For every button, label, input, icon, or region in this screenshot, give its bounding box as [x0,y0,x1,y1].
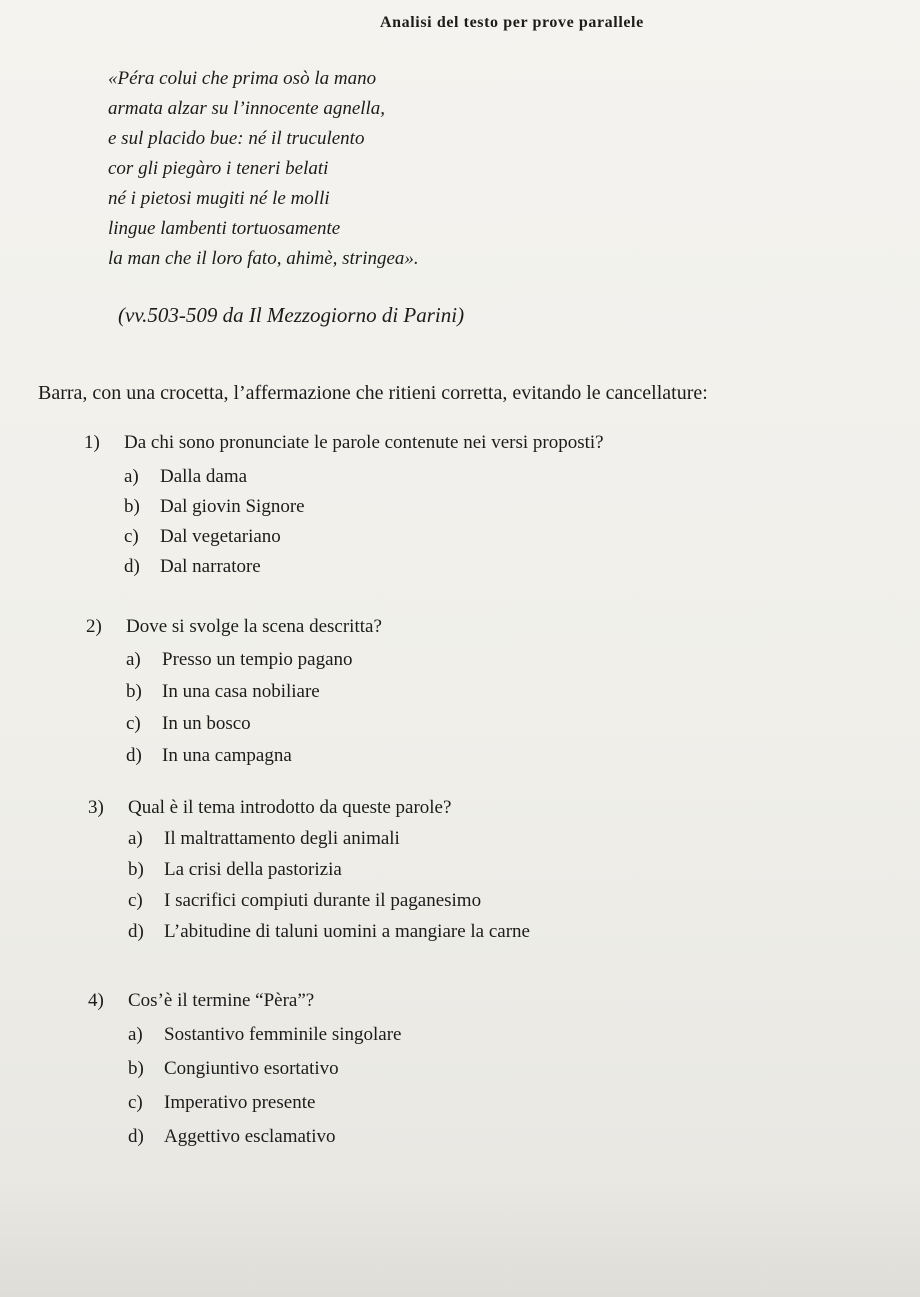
answer-option-d[interactable] [128,916,530,947]
answer-options [128,1018,401,1154]
answer-option-b[interactable] [124,492,604,522]
option-letter: c) [128,890,143,911]
option-text: L’abitudine di taluni uomini a mangiare la carne [164,921,530,942]
option-letter: a) [128,828,143,849]
option-letter: c) [128,1092,143,1113]
option-text: In una casa nobiliare [162,681,320,702]
question-label: Qual è il tema introdotto da queste parole? [128,797,452,818]
answer-option-b[interactable] [126,676,382,708]
poem-line: lingue lambenti tortuosamente [108,218,341,239]
question-label: Dove si svolge la scena descritta? [126,616,382,637]
option-text: In una campagna [162,745,292,766]
answer-option-d[interactable] [128,1120,401,1154]
option-text: Presso un tempio pagano [162,649,353,670]
poem-source: (vv.503-509 da Il Mezzogiorno di Parini) [118,303,465,327]
answer-option-c[interactable] [124,522,604,552]
option-text: Dalla dama [160,466,248,487]
option-letter: a) [128,1024,143,1045]
poem-line: «Péra colui che prima osò la mano [108,68,377,89]
question-text [86,616,382,638]
question-number: 2) [86,616,102,637]
question-number: 1) [84,432,100,453]
poem-line: cor gli piegàro i teneri belati [108,158,329,179]
option-text: Sostantivo femminile singolare [164,1024,402,1045]
answer-option-c[interactable] [128,885,530,916]
poem-line: la man che il loro fato, ahimè, stringea». [108,248,419,269]
answer-option-a[interactable] [124,462,604,492]
answer-options [124,462,604,582]
answer-option-d[interactable] [126,740,382,772]
answer-option-a[interactable] [128,823,530,854]
option-text: Dal vegetariano [160,526,281,547]
poem-line: armata alzar su l’innocente agnella, [108,98,386,119]
poem-line: né i pietosi mugiti né le molli [108,188,330,209]
answer-option-c[interactable] [128,1086,401,1120]
question-1 [84,432,604,582]
page-title: Analisi del testo per prove parallele [380,14,644,31]
poem-line: e sul placido bue: né il truculento [108,128,365,149]
option-letter: d) [128,1126,144,1147]
question-3 [88,797,530,947]
question-number: 3) [88,797,104,818]
page-shadow [0,1180,920,1297]
question-text [88,990,401,1012]
option-letter: b) [124,496,140,517]
option-letter: c) [124,526,139,547]
poem-excerpt [108,64,419,274]
question-text [88,797,530,819]
option-text: Dal giovin Signore [160,496,305,517]
option-text: Aggettivo esclamativo [164,1126,336,1147]
question-4 [88,990,401,1154]
option-letter: a) [126,649,141,670]
question-label: Da chi sono pronunciate le parole contenute nei versi proposti? [124,432,604,453]
answer-option-a[interactable] [126,644,382,676]
option-letter: b) [128,859,144,880]
instruction-text: Barra, con una crocetta, l’affermazione che ritieni corretta, evitando le cancellature: [38,382,708,404]
option-text: I sacrifici compiuti durante il paganesimo [164,890,482,911]
answer-option-b[interactable] [128,1052,401,1086]
question-number: 4) [88,990,104,1011]
option-text: In un bosco [162,713,251,734]
answer-options [128,823,530,947]
option-text: Dal narratore [160,556,261,577]
option-letter: c) [126,713,141,734]
option-text: Imperativo presente [164,1092,316,1113]
option-text: Il maltrattamento degli animali [164,828,400,849]
option-letter: d) [128,921,144,942]
option-letter: d) [124,556,140,577]
question-text [84,432,604,454]
question-label: Cos’è il termine “Pèra”? [128,990,315,1011]
option-letter: b) [128,1058,144,1079]
option-text: La crisi della pastorizia [164,859,342,880]
option-letter: b) [126,681,142,702]
option-letter: d) [126,745,142,766]
answer-options [126,644,382,772]
question-2 [86,616,382,772]
answer-option-a[interactable] [128,1018,401,1052]
option-text: Congiuntivo esortativo [164,1058,339,1079]
answer-option-d[interactable] [124,552,604,582]
answer-option-b[interactable] [128,854,530,885]
answer-option-c[interactable] [126,708,382,740]
option-letter: a) [124,466,139,487]
